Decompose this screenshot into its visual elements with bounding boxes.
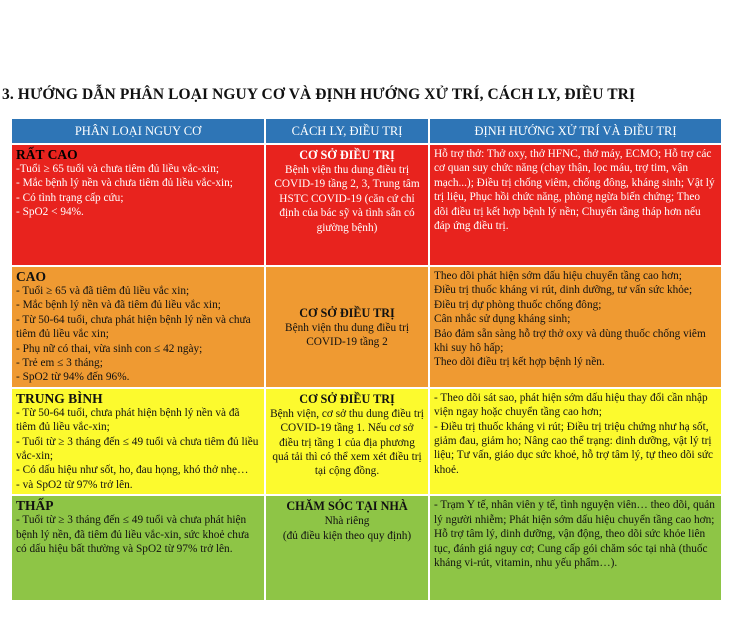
level-label-high: CAO [16,269,46,284]
row-high-risk [11,266,722,388]
facility-detail: Bệnh viện thu dung điều trị COVID-19 tầng 2 [285,321,409,348]
medium-facility-cell [265,388,429,495]
table-header-row [11,118,722,144]
treatment-text: - Theo dõi sát sao, phát hiện sớm dấu hiệu thay đổi cần nhập viện ngay hoặc chuyển tầng cao hơn; - Điều trị thuốc kháng vi rút; Điều trị triệu chứng như hạ sốt, giảm đau, giảm ho; Nâng cao thể trạng: dinh dưỡng, vật lý trị liệu; Tư vấn, giáo dục sức khoẻ, hỗ trợ tâm lý, tự theo dõi sức khoẻ. [434,391,714,476]
header-isolation-treatment: CÁCH LY, ĐIỀU TRỊ [265,118,429,144]
criteria-text: - Tuổi từ ≥ 3 tháng đến ≤ 49 tuổi và chưa phát hiện bệnh lý nền, đã tiêm đủ liều vắc-xin, sức khoẻ chưa có dấu hiệu bất thường và SpO2 từ 97% trở lên. [16,514,250,556]
level-label-very-high: RẤT CAO [16,147,78,162]
level-label-medium: TRUNG BÌNH [16,390,103,406]
level-label-low: THẤP [16,498,54,514]
facility-title: CƠ SỞ ĐIỀU TRỊ [299,305,395,320]
low-treatment-cell [429,495,722,601]
facility-title: CHĂM SÓC TẠI NHÀ [286,499,408,514]
document-title: 3. HƯỚNG DẪN PHÂN LOẠI NGUY CƠ VÀ ĐỊNH HƯỚNG XỬ TRÍ, CÁCH LY, ĐIỀU TRỊ [2,86,636,103]
row-very-high-risk [11,144,722,266]
very-high-facility-cell [265,144,429,266]
facility-title: CƠ SỞ ĐIỀU TRỊ [299,391,395,406]
facility-detail: Bệnh viện, cơ sở thu dung điều trị COVID-19 tầng 1. Nếu cơ sở điều trị tầng 1 của địa phương quá tải thì có thể xem xét điều trị tại cộng đồng. [270,407,424,478]
risk-classification-table [10,117,723,602]
facility-title: CƠ SỞ ĐIỀU TRỊ [299,148,395,162]
medium-treatment-cell [429,388,722,495]
header-risk-classification: PHÂN LOẠI NGUY CƠ [11,118,265,144]
row-low-risk [11,495,722,601]
high-treatment-cell [429,266,722,388]
high-criteria-cell [11,266,265,388]
high-facility-cell [265,266,429,388]
criteria-text: -Tuổi ≥ 65 tuổi và chưa tiêm đủ liều vắc-xin; - Mắc bệnh lý nền và chưa tiêm đủ liều vắc-xin; - Có tình trạng cấp cứu; - SpO2 < 94%. [16,163,233,219]
facility-detail: Bệnh viện thu dung điều trị COVID-19 tầng 2, 3, Trung tâm HSTC COVID-19 (căn cứ chỉ định của bác sỹ và tình sẵn có giường bệnh) [274,164,420,234]
treatment-text: - Trạm Y tế, nhân viên y tế, tình nguyện viên… theo dõi, quản lý người nhiễm; Phát hiện sớm dấu hiệu chuyển tầng cao hơn; Hỗ trợ tâm lý, dinh dưỡng, vận động, theo dõi sức khỏe liên tục, đánh giá nguy cơ; Cung cấp gói chăm sóc tại nhà (thuốc kháng vi-rút, vitamin, nhu yếu phẩm…). [434,499,715,569]
criteria-text: - Tuổi ≥ 65 và đã tiêm đủ liều vắc xin; - Mắc bệnh lý nền và đã tiêm đủ liều vắc xin; - Từ 50-64 tuổi, chưa phát hiện bệnh lý nền và chưa tiêm đủ liều vắc xin; - Phụ nữ có thai, vừa sinh con ≤ 42 ngày; - Trẻ em ≤ 3 tháng; - SpO2 từ 94% đến 96%. [16,285,251,384]
criteria-text: - Từ 50-64 tuổi, chưa phát hiện bệnh lý nền và đã tiêm đủ liều vắc-xin; - Tuổi từ ≥ 3 tháng đến ≤ 49 tuổi và chưa tiêm đủ liều vắc-xin; - Có dấu hiệu như sốt, ho, đau họng, khó thở nhẹ… - và SpO2 từ 97% trở lên. [16,406,259,491]
facility-detail: Nhà riêng (đủ điều kiện theo quy định) [282,515,412,542]
very-high-criteria-cell [11,144,265,266]
treatment-text: Theo dõi phát hiện sớm dấu hiệu chuyển tầng cao hơn; Điều trị thuốc kháng vi rút, dinh dưỡng, tư vấn sức khỏe; Điều trị dự phòng thuốc chống đông; Cân nhắc sử dụng kháng sinh; Bảo đảm sẵn sàng hỗ trợ thở oxy và dùng thuốc chống viêm khi suy hô hấp; Theo dõi điều trị kết hợp bệnh lý nền. [434,270,706,369]
row-medium-risk [11,388,722,495]
low-criteria-cell [11,495,265,601]
very-high-treatment-cell [429,144,722,266]
medium-criteria-cell [11,388,265,495]
low-facility-cell [265,495,429,601]
header-treatment-direction: ĐỊNH HƯỚNG XỬ TRÍ VÀ ĐIỀU TRỊ [429,118,722,144]
treatment-text: Hỗ trợ thở: Thở oxy, thở HFNC, thở máy, ECMO; Hỗ trợ các cơ quan suy chức năng (chạy thận, lọc máu, trợ tim, vận mạch...); Điều trị chống viêm, chống đông, kháng sinh; Vật lý trị liệu, Phục hồi chức năng, phòng ngừa biến chứng; Theo dõi điều trị kết hợp bệnh lý nền; Chuyển tầng tháp hơn nếu đáp ứng điều trị. [434,148,715,233]
